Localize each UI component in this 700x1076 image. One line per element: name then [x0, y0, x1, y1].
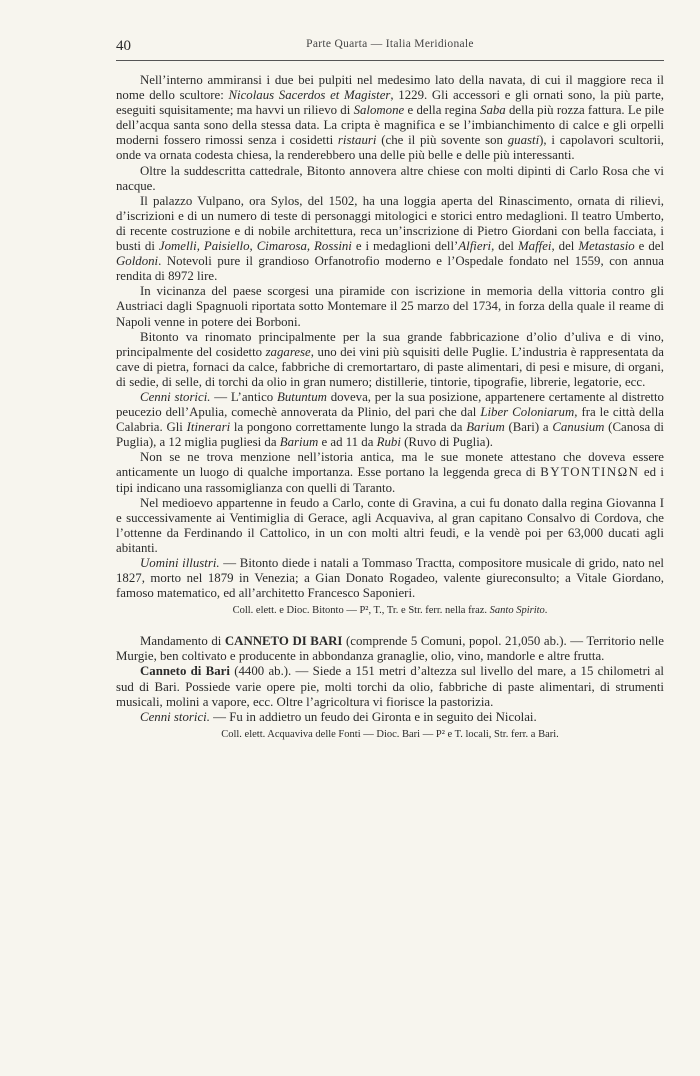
- text-run: CANNETO DI BARI: [224, 634, 343, 649]
- paragraph-pulpits: [116, 73, 664, 164]
- text-run: doveva, per la sua posizione, appartenere certamente al distretto peucezio dell’Apulia, comechè annoverata da Plinio, del pari che dal: [116, 389, 664, 420]
- text-run: Alfieri: [458, 239, 492, 254]
- text-run: e ad 11 da: [318, 435, 377, 450]
- text-run: Jomelli, Paisiello, Cimarosa, Rossini: [158, 239, 352, 254]
- text-run: (Canosa di Puglia), a 12 miglia pugliesi da: [116, 420, 664, 450]
- text-run: la pongono correttamente lungo la strada da: [230, 420, 467, 435]
- text-run: Cenni storici.: [140, 709, 210, 724]
- electoral-note-bitonto: [116, 603, 664, 618]
- text-run: e del: [634, 239, 665, 254]
- text-run: Barium: [466, 420, 505, 435]
- paragraph-illustrious-men: [116, 556, 664, 601]
- text-run: (che il più sovente son: [376, 133, 508, 148]
- page-number: 40: [116, 38, 131, 54]
- text-run: Nicolaus Sacerdos et Magister: [228, 88, 391, 103]
- running-title: Parte Quarta — Italia Meridionale: [306, 38, 474, 50]
- text-run: Non se ne trova menzione nell’istoria antica, ma le sue monete attestano che doveva essere anticamente un luogo di qualche importanza. Esse portano la leggenda greca di: [116, 450, 664, 480]
- text-run: (Bari) a: [504, 420, 553, 435]
- text-run: Goldoni: [116, 254, 159, 269]
- text-run: ²: [365, 605, 369, 617]
- text-run: ), i capolavori scultorii, onde va ornata codesta chiesa, la renderebbero una delle più belle e delle più interessanti.: [116, 133, 665, 163]
- paragraph-mandamento-canneto: [116, 634, 664, 664]
- electoral-note-canneto: [116, 727, 664, 742]
- text-run: , del: [551, 239, 579, 254]
- paragraph-industry: [116, 330, 664, 390]
- paragraph-coins: [116, 450, 664, 495]
- text-run: Butuntum: [276, 389, 327, 404]
- text-run: e T. locali, Str. ferr. a Bari.: [444, 728, 559, 740]
- text-run: Rubi: [376, 435, 401, 450]
- text-run: Canneto di Bari: [140, 664, 230, 679]
- text-run: guasti: [507, 133, 540, 148]
- paragraph-pyramid: [116, 284, 664, 329]
- text-run: , uno dei vini più squisiti delle Puglie. L’industria è rappresentata da cave di pietra, fornaci da calce, fabbriche di cremortartaro, di paste alimentari, di pesi e misure, di organi, di sedie, di selle, di torchi da olio in gran numero; distillerie, tintorie, tipografie, librerie, legatorie, ecc.: [116, 344, 664, 389]
- text-run: In vicinanza del paese scorgesi una piramide con iscrizione in memoria della vittoria contro gli Austriaci dagli Spagnuoli riportata sotto Montemare il 25 marzo del 1734, in forza della quale il reame di Napoli venne in potere dei Borboni.: [116, 284, 664, 329]
- text-run: Cenni storici.: [140, 389, 211, 404]
- text-run: Saba: [480, 103, 506, 118]
- text-run: Metastasio: [578, 239, 635, 254]
- paragraph-palazzo: [116, 194, 664, 285]
- text-run: Mandamento di: [140, 634, 225, 649]
- text-run: (4400 ab.). — Siede a 151 metri d’altezza sul livello del mare, a 15 chilometri al sud di Bari. Possiede varie opere pie, molti torchi da olio, fabbriche di paste alimentari, di strumenti musicali, molini a vapore, ecc. Oltre l’agricoltura vi fiorisce la pastorizia.: [116, 664, 664, 709]
- paragraph-canneto-history: [116, 710, 664, 725]
- text-run: Santo Spirito: [489, 605, 545, 617]
- text-run: della più rozza fattura. Le pile dell’acqua santa sono della stessa data. La cripta è magnifica e se l’imbianchimento di calce e gli orpelli moderni fossero rimossi senza i cosidetti: [116, 103, 664, 148]
- text-run: — L’antico: [210, 389, 277, 404]
- paragraph-medieval: [116, 496, 664, 556]
- page-body: [116, 73, 664, 742]
- text-run: Oltre la suddescritta cattedrale, Bitonto annovera altre chiese con molti dipinti di Carlo Rosa che vi nacque.: [116, 163, 664, 193]
- text-run: zagarese: [265, 344, 311, 359]
- text-run: Barium: [279, 435, 319, 450]
- text-run: . Notevoli pure il grandioso Orfanotrofio moderno e l’Ospedale fondato nel 1559, con annua rendita di 8972 lire.: [116, 254, 664, 284]
- text-run: .: [544, 605, 548, 617]
- text-run: — Bitonto diede i natali a Tommaso Tractta, compositore musicale di grido, nato nel 1827, morto nel 1879 in Venezia; a Gian Donato Rogadeo, valente giureconsulto; a Vitale Giordano, famoso matematico, ed all’architetto Francesco Saponieri.: [116, 556, 664, 601]
- text-run: Coll. elett. Acquaviva delle Fonti — Dioc. Bari — P: [221, 728, 442, 740]
- text-run: Canusium: [552, 420, 605, 435]
- paragraph-canneto: [116, 664, 664, 709]
- text-run: — Fu in addietro un feudo dei Gironta e in seguito dei Nicolai.: [209, 709, 537, 724]
- text-run: e i medaglioni dell’: [351, 239, 459, 254]
- text-run: (comprende 5 Comuni, popol. 21,050 ab.). — Territorio nelle Murgie, ben coltivato e producente in abbondanza granaglie, olio, vino, mandorle e altre frutta.: [116, 634, 665, 664]
- text-run: ed i tipi indicano una rassomiglianza con quelli di Taranto.: [116, 465, 664, 495]
- text-run: Uomini illustri.: [140, 556, 220, 570]
- text-run: ²: [441, 728, 445, 740]
- paragraph-churches: [116, 164, 664, 194]
- text-run: Bitonto va rinomato principalmente per la sua grande fabbricazione d’olio d’uliva e di vino, principalmente del cosidetto: [116, 329, 664, 359]
- text-run: Liber Coloniarum: [480, 405, 575, 420]
- text-run: (Ruvo di Puglia).: [400, 435, 493, 450]
- text-run: Salomone: [353, 103, 405, 118]
- text-run: ristauri: [337, 133, 377, 148]
- text-run: Nell’interno ammiransi i due bei pulpiti nel medesimo lato della navata, di cui il maggiore reca il nome dello scultore:: [116, 73, 664, 103]
- paragraph-history: [116, 390, 664, 450]
- text-run: , T., Tr. e Str. ferr. nella fraz.: [368, 605, 490, 617]
- text-run: Itinerari: [186, 420, 231, 435]
- text-run: , 1229. Gli accessori e gli ornati sono, la più parte, eseguiti squisitamente; ma havvi un rilievo di: [116, 88, 665, 118]
- text-run: , del: [491, 239, 518, 254]
- page-header: [116, 38, 664, 61]
- text-run: , fra le città della Calabria. Gli: [116, 405, 664, 435]
- text-run: Maffei: [517, 239, 552, 254]
- text-run: Il palazzo Vulpano, ora Sylos, del 1502, ha una loggia aperta del Rinascimento, ornata di rilievi, d’iscrizioni e di un numero di teste di personaggi mitologici e storici entro medaglioni. Il teatro Umberto, di recente costruzione e di nobile architettura, reca un’inscrizione di Pietro Giordani con bella facciata, i busti di: [116, 193, 664, 254]
- text-run: Coll. elett. e Dioc. Bitonto — P: [232, 605, 366, 617]
- text-run: Nel medioevo appartenne in feudo a Carlo, conte di Gravina, a cui fu donato dalla regina Giovanna I e successivamente ai Ventimiglia di Gerace, agli Acquaviva, al gran capitano Consalvo di Cordova, che l’ottenne da Ferdinando il Cattolico, in un con molti altri feudi, e la vendè poi per 63,000 ducati agli abitanti.: [116, 495, 664, 555]
- text-run: e della regina: [404, 103, 481, 118]
- text-run: ΒΥΤΟΝΤΙΝΩΝ: [540, 465, 640, 480]
